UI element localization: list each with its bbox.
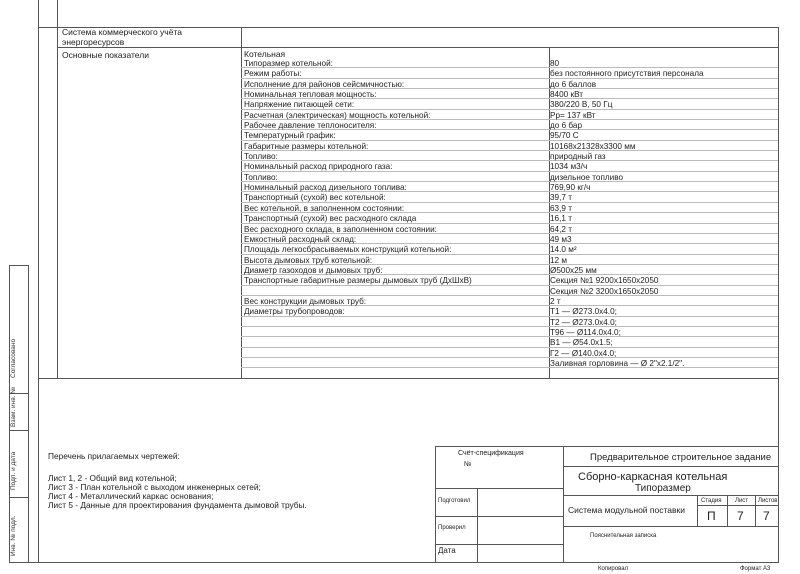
attachment-item: Лист 1, 2 - Общий вид котельной; bbox=[48, 473, 177, 483]
parameter-value: 95/70 С bbox=[550, 131, 579, 141]
format-label: Формат А3 bbox=[740, 566, 771, 572]
parameter-value: Секция №2 3200х1650х2050 bbox=[550, 286, 659, 296]
parameter-row bbox=[241, 161, 778, 171]
parameter-name: Режим работы: bbox=[244, 69, 302, 79]
parameter-name: Номинальный расход дизельного топлива: bbox=[244, 183, 407, 193]
parameter-value: 1034 м3/ч bbox=[550, 162, 588, 172]
tb-vline-stage-3 bbox=[755, 495, 756, 526]
parameter-name: Вес котельной, в заполненном состоянии: bbox=[244, 203, 405, 213]
parameter-value: без постоянного присутствия персонала bbox=[550, 69, 704, 79]
parameter-name: Габаритные размеры котельной: bbox=[244, 141, 369, 151]
attachment-item: Лист 4 - Металлический каркас основания; bbox=[48, 491, 214, 501]
tb-stage-header-line bbox=[697, 505, 778, 506]
podgotovil-label: Подготовил bbox=[438, 498, 471, 504]
parameter-value: 10168х21328х3300 мм bbox=[550, 141, 636, 151]
parameter-value: природный газ bbox=[550, 152, 606, 162]
parameter-row bbox=[241, 265, 778, 275]
listov-value: 7 bbox=[763, 509, 770, 523]
parameter-name: Транспортный (сухой) вес расходного склада bbox=[244, 214, 417, 224]
document-title: Предварительное строительное задание bbox=[590, 452, 772, 463]
parameter-value: 63,9 т bbox=[550, 203, 572, 213]
attachment-item: Лист 5 - Данные для проектирования фундамента дымовой трубы. bbox=[48, 500, 307, 510]
section2-header: Котельная bbox=[244, 49, 286, 59]
parameter-name: Номинальная тепловая мощность: bbox=[244, 90, 377, 100]
tb-hline-3 bbox=[435, 544, 563, 545]
parameter-value: 769,90 кг/ч bbox=[550, 183, 591, 193]
parameters-table bbox=[241, 58, 778, 368]
stadiya-value: П bbox=[707, 509, 716, 523]
parameter-name: Вес расходного склада, в заполненном состоянии: bbox=[244, 224, 437, 234]
section1-label-line2: энергоресурсов bbox=[62, 37, 125, 47]
parameter-value: Секция №1 9200х1650х2050 bbox=[550, 276, 659, 286]
parameter-name: Исполнение для районов сейсмичностью: bbox=[244, 79, 405, 89]
parameter-row bbox=[241, 306, 778, 316]
tb-hline-2 bbox=[435, 516, 563, 517]
table-bottom-line bbox=[38, 378, 778, 379]
section1-label-line1: Система коммерческого учёта bbox=[62, 27, 182, 37]
side-column-mid bbox=[28, 265, 29, 563]
data-label: Дата bbox=[438, 546, 456, 555]
parameter-row bbox=[241, 182, 778, 192]
side-cell-divider bbox=[9, 430, 28, 431]
parameter-value: Г2 — Ø140.0х4.0; bbox=[550, 348, 617, 358]
parameter-name: Емкостный расходный склад: bbox=[244, 234, 357, 244]
parameter-value: 64,2 т bbox=[550, 224, 572, 234]
product-title-line1: Сборно-каркасная котельная bbox=[578, 471, 728, 483]
parameter-name: Топливо: bbox=[244, 172, 278, 182]
attachments-title: Перечень прилагаемых чертежей: bbox=[48, 451, 180, 461]
parameter-value: 380/220 В, 50 Гц bbox=[550, 100, 613, 110]
proveril-label: Проверил bbox=[438, 525, 466, 531]
section-divider bbox=[57, 47, 778, 48]
parameter-value: 14.0 м² bbox=[550, 245, 577, 255]
stadiya-label: Стадия bbox=[701, 498, 722, 504]
parameter-row bbox=[241, 89, 778, 99]
parameter-value: до 6 бар bbox=[550, 121, 583, 131]
tb-hline-right-1 bbox=[563, 466, 778, 467]
parameter-row bbox=[241, 213, 778, 223]
parameter-row bbox=[241, 358, 778, 368]
spec-label: Счёт-спецификация bbox=[458, 450, 524, 457]
parameter-value: Заливная горловина — Ø 2"х2.1/2". bbox=[550, 358, 685, 368]
parameter-row bbox=[241, 68, 778, 78]
parameter-value: до 6 баллов bbox=[550, 79, 597, 89]
parameter-value: Т96 — Ø114.0х4.0; bbox=[550, 327, 621, 337]
side-cell-divider bbox=[9, 497, 28, 498]
parameter-value: 2 т bbox=[550, 296, 561, 306]
parameter-row bbox=[241, 172, 778, 182]
parameter-row bbox=[241, 99, 778, 109]
tb-hline-1 bbox=[435, 488, 563, 489]
parameter-row bbox=[241, 224, 778, 234]
product-title-line2: Типоразмер bbox=[635, 483, 691, 494]
listov-label: Листов bbox=[758, 498, 778, 504]
side-cell-divider bbox=[9, 265, 28, 266]
frame-left-line bbox=[38, 0, 39, 562]
tb-vline-stage-1 bbox=[697, 495, 698, 526]
parameter-row bbox=[241, 130, 778, 140]
column-divider-1 bbox=[57, 0, 58, 378]
parameter-row bbox=[241, 120, 778, 130]
parameter-value: 49 м3 bbox=[550, 234, 572, 244]
parameter-row bbox=[241, 348, 778, 358]
parameter-value: 16,1 т bbox=[550, 214, 572, 224]
parameter-name: Диаметры трубопроводов: bbox=[244, 307, 345, 317]
parameter-name: Транспортный (сухой) вес котельной: bbox=[244, 193, 386, 203]
parameter-name: Площадь легкосбрасываемых конструкций котельной: bbox=[244, 245, 452, 255]
tb-hline-right-2 bbox=[563, 495, 778, 496]
parameter-row bbox=[241, 275, 778, 285]
tb-vline-2 bbox=[477, 488, 478, 562]
parameter-row bbox=[241, 203, 778, 213]
parameter-value: В1 — Ø54.0х1.5; bbox=[550, 338, 613, 348]
parameter-name: Температурный график: bbox=[244, 131, 336, 141]
parameter-row bbox=[241, 337, 778, 347]
parameter-name: Расчетная (электрическая) мощность котельной: bbox=[244, 110, 431, 120]
parameter-row bbox=[241, 255, 778, 265]
parameter-name: Транспортные габаритные размеры дымовых труб (ДхШхВ) bbox=[244, 276, 472, 286]
kopiroval-label: Копировал bbox=[598, 566, 629, 572]
parameter-name: Номинальный расход природного газа: bbox=[244, 162, 393, 172]
list-value: 7 bbox=[737, 509, 744, 523]
tb-hline-right-3 bbox=[563, 526, 778, 527]
spec-number: № bbox=[464, 461, 472, 468]
parameter-row bbox=[241, 327, 778, 337]
parameter-row bbox=[241, 317, 778, 327]
parameter-row bbox=[241, 234, 778, 244]
side-label-inv-podl: Инв. № подл. bbox=[10, 515, 17, 556]
parameter-row bbox=[241, 192, 778, 202]
side-label-podp-data: Подп. и дата bbox=[10, 451, 17, 490]
parameter-value: 39,7 т bbox=[550, 193, 572, 203]
note-label: Пояснительная записка bbox=[590, 533, 657, 539]
system-label: Система модульной поставки bbox=[568, 505, 686, 515]
parameter-name: Топливо: bbox=[244, 152, 278, 162]
parameter-value: 12 м bbox=[550, 255, 568, 265]
side-label-vzam-inv: Взам. инв. № bbox=[10, 386, 17, 427]
parameter-name: Типоразмер котельной: bbox=[244, 59, 333, 68]
parameter-name: Напряжение питающей сети: bbox=[244, 100, 355, 110]
attachment-item: Лист 3 - План котельной с выходом инженерных сетей; bbox=[48, 482, 261, 492]
parameter-value: Ø500х25 мм bbox=[550, 265, 597, 275]
parameter-value: Рр= 137 кВт bbox=[550, 110, 596, 120]
parameter-row bbox=[241, 58, 778, 68]
parameter-name: Диаметр газоходов и дымовых труб: bbox=[244, 265, 383, 275]
parameter-value: Т2 — Ø273.0х4.0; bbox=[550, 317, 617, 327]
parameter-value: Т1 — Ø273.0х4.0; bbox=[550, 307, 617, 317]
side-label-soglasovano: Согласовано bbox=[10, 338, 17, 378]
parameter-row bbox=[241, 151, 778, 161]
parameter-value: 8400 кВт bbox=[550, 90, 584, 100]
parameter-row bbox=[241, 110, 778, 120]
parameter-row bbox=[241, 244, 778, 254]
parameter-name: Высота дымовых труб котельной: bbox=[244, 255, 373, 265]
parameter-row bbox=[241, 79, 778, 89]
tb-vline-1 bbox=[563, 446, 564, 562]
parameter-value: дизельное топливо bbox=[550, 172, 624, 182]
section2-label: Основные показатели bbox=[62, 50, 149, 60]
parameter-row bbox=[241, 296, 778, 306]
parameter-row bbox=[241, 286, 778, 296]
parameter-name: Вес конструкции дымовых труб: bbox=[244, 296, 367, 306]
parameter-row bbox=[241, 141, 778, 151]
list-label: Лист bbox=[735, 498, 749, 504]
parameter-value: 80 bbox=[550, 59, 560, 68]
parameter-name: Рабочее давление теплоносителя: bbox=[244, 121, 377, 131]
tb-vline-stage-2 bbox=[727, 495, 728, 526]
